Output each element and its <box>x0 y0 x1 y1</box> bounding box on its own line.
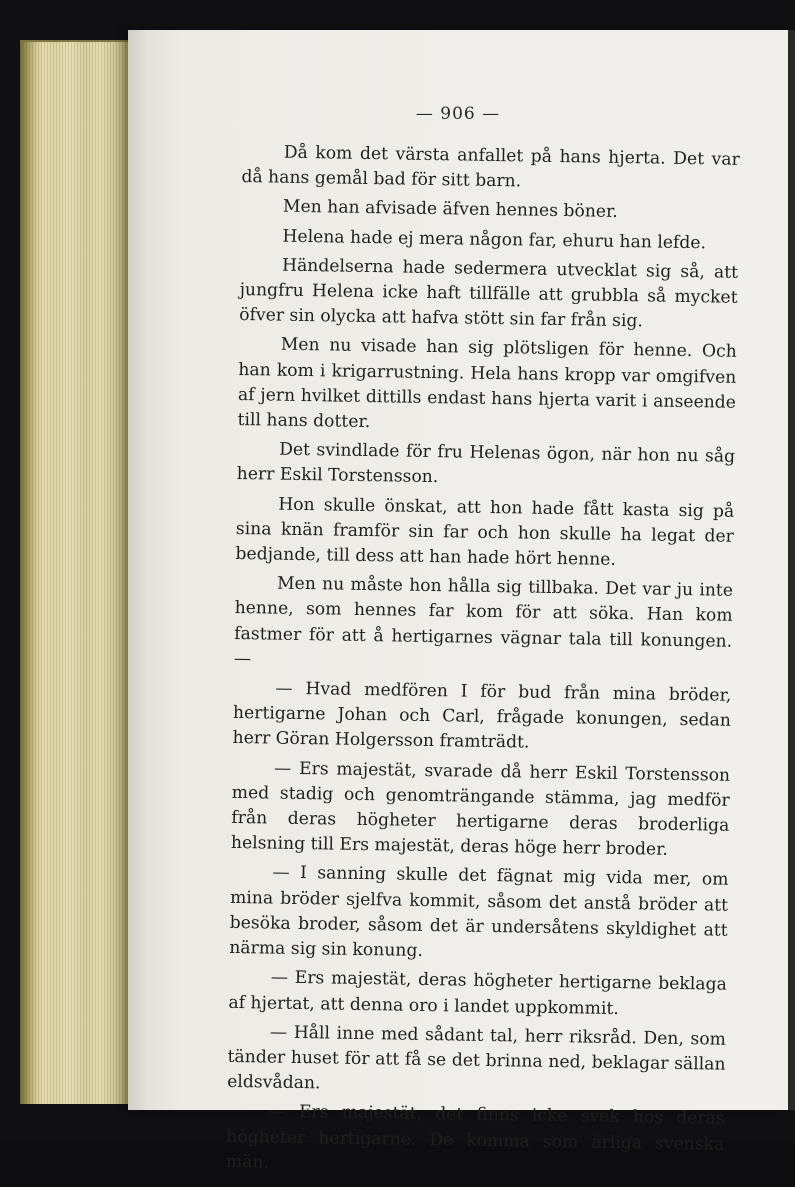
paragraph: Hon skulle önskat, att hon hade fått kasta sig på sina knän framför sin far och hon skulle ha legat der bedjande, till dess att han hade hört henne. <box>235 494 735 570</box>
paragraph: — I sanning skulle det fägnat mig vida mer, om mina bröder sjelfva kommit, såsom det anstå bröder att besöka broder, såsom det är undersåtens skyldighet att närma sig sin konung. <box>229 863 729 962</box>
paragraph: — Ers majestät, deras högheter hertigarne beklaga af hjertat, att denna oro i landet uppkommit. <box>228 967 727 1019</box>
paragraph: Men nu visade han sig plötsligen för henne. Och han kom i krigarrustning. Hela hans kropp var omgifven af jern hvilket dittills endast hans hjerta varit i anseende till hans dotter. <box>237 335 737 433</box>
paragraph: — Hvad medfören I för bud från mina bröder, hertigarne Johan och Carl, frågade konungen, sedan herr Göran Holgersson framträdt. <box>232 678 732 754</box>
paragraph: — Håll inne med sådant tal, herr riksråd. Den, som tänder huset för att få se det brinna ned, beklagar sällan eldsvådan. <box>227 1022 727 1094</box>
paragraph: Men han afvisade äfven hennes böner. <box>282 197 618 223</box>
paragraph: Men nu måste hon hålla sig tillbaka. Det var ju inte henne, som hennes far kom för att söka. Han kom fastmer för att å hertigarnes vägnar tala till konungen. — <box>233 573 734 670</box>
paragraph: — Ers majestät, det finns icke svek hos deras högheter hertigarne. De komma som ärliga svenska män. <box>225 1101 725 1173</box>
page-number: — 906 — <box>415 104 501 124</box>
book-page <box>128 30 788 1173</box>
paragraph: Händelserna hade sedermera utvecklat sig så, att jungfru Helena icke haft tillfälle att grubbla så mycket öfver sin olycka att hafva stött sin far från sig. <box>239 255 739 332</box>
body-text <box>226 140 740 1187</box>
paragraph: Då kom det värsta anfallet på hans hjerta. Det var då hans gemål bad för sitt barn. <box>241 142 740 192</box>
paragraph: — Ers majestät, svarade då herr Eskil Torstensson med stadig och genomträngande stämma, jag medför från deras högheter hertigarne deras broderliga helsning till Ers majestät, deras höge herr broder. <box>230 758 731 861</box>
paragraph: Helena hade ej mera någon far, ehuru han lefde. <box>282 226 707 253</box>
book-page-edges <box>20 40 138 1104</box>
paragraph: Det svindlade för fru Helenas ögon, när hon nu såg herr Eskil Torstensson. <box>236 439 736 488</box>
